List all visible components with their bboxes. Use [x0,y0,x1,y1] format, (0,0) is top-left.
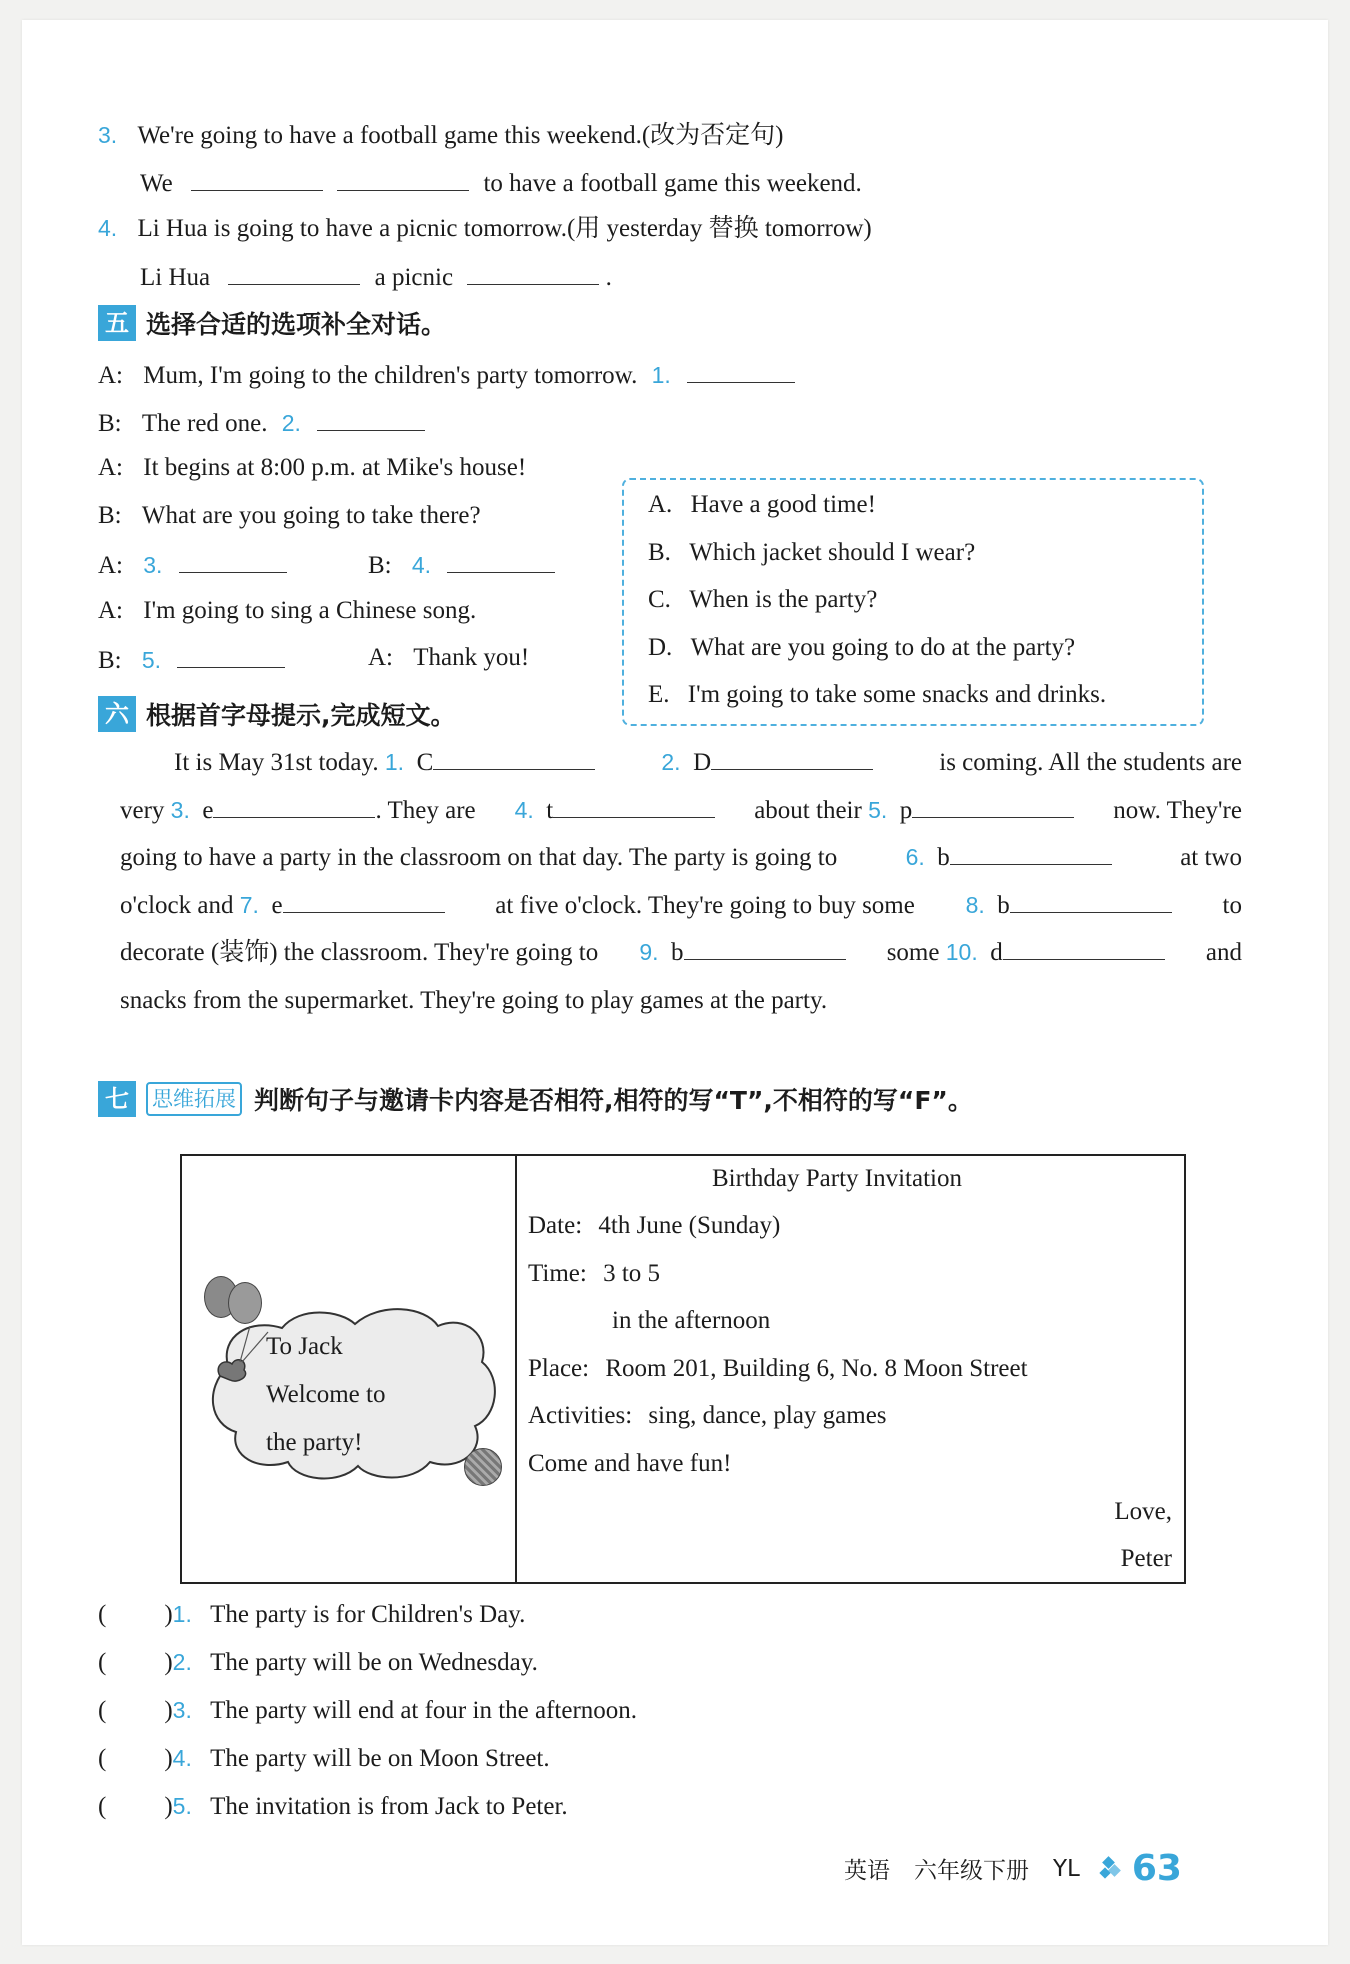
passage-text: now. They're [1113,796,1242,824]
question-text: Li Hua is going to have a picnic tomorrow.(用 yesterday 替换 tomorrow) [137,215,872,242]
dialogue-text: It begins at 8:00 p.m. at Mike's house! [143,454,527,481]
invitation-card [180,1154,1186,1584]
passage-text: about their [754,796,862,824]
answer-blank[interactable] [687,356,795,383]
answer-line-3 [140,164,862,201]
blank-number: 5. [141,647,162,673]
initial-letter: b [937,844,950,871]
option-text: Have a good time! [690,491,876,518]
speaker: A: [98,552,123,579]
place-label: Place: [528,1355,590,1382]
bracket-close: ) [164,1793,173,1820]
answer-blank[interactable] [191,164,323,191]
tf-answer-slot[interactable] [106,1788,164,1814]
bracket-close: ) [164,1649,173,1676]
place-value: Room 201, Building 6, No. 8 Moon Street [605,1355,1028,1382]
dialogue-line-4 [98,499,481,533]
bracket-open: ( [98,1697,107,1724]
answer-blank[interactable] [228,258,360,285]
answer-blank[interactable] [447,546,555,573]
dialogue-line-5b [368,546,555,583]
answer-blank[interactable] [1003,933,1165,960]
invitation-heading: Birthday Party Invitation [712,1165,962,1192]
footer-edition: YL [1053,1855,1080,1882]
page-footer [844,1848,1182,1889]
footer-subject: 英语 [844,1858,890,1884]
initial-letter: e [271,891,283,919]
speaker: A: [98,597,123,624]
time-value: 3 to 5 [603,1260,661,1287]
speaker: B: [98,647,122,674]
line-end: . [605,264,612,291]
bracket-open: ( [98,1793,107,1820]
answer-blank[interactable] [317,404,425,431]
dialogue-text: The red one. [141,410,268,437]
dialogue-text: Mum, I'm going to the children's party tomorrow. [143,362,638,389]
option-letter: A. [648,491,673,518]
activities-value: sing, dance, play games [648,1402,887,1429]
option-b [648,536,975,570]
activities-row [528,1399,887,1433]
section-badge: 六 [98,696,136,732]
dialogue-text: What are you going to take there? [141,502,481,529]
item-text: The invitation is from Jack to Peter. [210,1793,568,1820]
initial-letter: C [416,749,434,776]
line-mid: a picnic [374,264,454,291]
initial-letter: b [671,939,684,966]
passage-text: It is May 31st today. [174,749,379,776]
section-7-header [98,1081,973,1117]
dialogue-line-5 [98,546,287,583]
item-number: 1. [172,1601,192,1627]
dialogue-line-1 [98,356,795,393]
section-title: 根据首字母提示,完成短文。 [146,701,456,730]
section-5-header [98,305,446,341]
dialogue-line-2 [98,404,425,441]
option-d [648,631,1075,665]
passage-text: at two [1180,844,1242,871]
initial-letter: e [202,796,214,824]
item-text: The party will end at four in the afternoon. [210,1697,638,1724]
bracket-close: ) [164,1601,173,1628]
line-start: We [140,170,173,197]
signature: Peter [1120,1545,1172,1572]
tf-item-3 [98,1692,637,1728]
question-number: 4. [98,215,118,241]
option-e [648,678,1106,712]
section-title: 选择合适的选项补全对话。 [146,310,447,339]
initial-letter: t [546,796,554,824]
answer-blank[interactable] [684,933,846,960]
answer-blank[interactable] [433,743,595,770]
cloze-passage [120,739,1242,1024]
bracket-close: ) [164,1745,173,1772]
speaker: A: [98,362,123,389]
bracket-close: ) [164,1697,173,1724]
item-text: The party will be on Wednesday. [210,1649,538,1676]
passage-text: very [120,796,165,824]
passage-text: snacks from the supermarket. They're going to play games at the party. [120,986,828,1014]
blank-number: 9. [639,939,659,965]
item-number: 2. [172,1649,192,1675]
bracket-open: ( [98,1601,107,1628]
dialogue-line-3 [98,451,526,485]
section-badge: 七 [98,1081,136,1117]
item-text: The party will be on Moon Street. [210,1745,550,1772]
dialogue-text: I'm going to sing a Chinese song. [143,597,477,624]
blank-number: 10. [945,939,978,965]
passage-row [120,739,1242,787]
option-c [648,583,877,617]
option-letter: B. [648,539,671,566]
cloud-text: the party! [266,1429,363,1456]
passage-text: at five o'clock. They're going to buy some [495,891,915,919]
passage-text: o'clock and [120,891,234,919]
passage-text: some [886,939,940,966]
tf-answer-slot[interactable] [106,1596,164,1622]
item-number: 3. [172,1697,192,1723]
question-number: 3. [98,122,118,148]
initial-letter: b [997,891,1010,919]
blank-number: 2. [661,749,681,775]
option-a [648,488,876,522]
dialogue-line-7 [98,641,285,678]
item-number: 4. [172,1745,192,1771]
tf-item-5 [98,1788,568,1824]
question-3 [98,118,784,153]
closing-line: Come and have fun! [528,1450,732,1477]
answer-blank[interactable] [177,641,285,668]
answer-blank[interactable] [179,546,287,573]
answer-blank[interactable] [553,791,715,818]
page-number: 63 [1131,1848,1182,1889]
passage-text: and [1205,939,1242,966]
thinking-tag: 思维拓展 [146,1082,242,1116]
card-divider [515,1156,517,1582]
passage-row [120,882,1242,930]
footer-grade: 六年级下册 [914,1858,1029,1884]
speaker: B: [98,410,122,437]
blank-number: 1. [384,749,405,775]
item-number: 5. [172,1793,192,1819]
dialogue-text: Thank you! [413,644,530,671]
line-start: Li Hua [140,264,211,291]
tf-item-2 [98,1644,538,1680]
blank-number: 1. [651,362,671,388]
option-text: I'm going to take some snacks and drinks. [687,681,1107,708]
blank-number: 8. [965,891,985,918]
speaker: A: [368,644,393,671]
blank-number: 2. [281,410,301,436]
speaker: B: [368,552,392,579]
ball-icon [464,1448,502,1486]
initial-letter: p [899,796,913,824]
time-label: Time: [528,1260,587,1287]
date-value: 4th June (Sunday) [598,1212,781,1239]
bracket-open: ( [98,1649,107,1676]
diamond-icon [1098,1856,1124,1882]
tf-answer-slot[interactable] [106,1740,164,1766]
answer-blank[interactable] [950,838,1112,865]
line-end: to have a football game this weekend. [483,170,862,197]
section-title: 判断句子与邀请卡内容是否相符,相符的写“T”,不相符的写“F”。 [254,1086,973,1115]
passage-text: decorate (装饰) the classroom. They're going to [120,939,599,966]
passage-text: to [1222,891,1242,919]
bracket-open: ( [98,1745,107,1772]
answer-blank[interactable] [213,791,375,818]
balloon-icon [228,1282,262,1324]
option-text: When is the party? [689,586,878,613]
blank-number: 4. [411,552,432,578]
blank-number: 7. [239,891,259,918]
dialogue-line-6 [98,594,476,628]
tf-answer-slot[interactable] [106,1644,164,1670]
answer-line-4 [140,258,612,295]
tf-item-4 [98,1740,550,1776]
speaker: B: [98,502,122,529]
passage-text: is coming. All the students are [939,749,1242,776]
date-row [528,1209,780,1243]
answer-blank[interactable] [1010,886,1172,913]
option-text: Which jacket should I wear? [689,539,976,566]
answer-blank[interactable] [467,258,599,285]
item-text: The party is for Children's Day. [210,1601,526,1628]
cloud-text: Welcome to [266,1381,386,1408]
option-letter: C. [648,586,671,613]
time-value-2: in the afternoon [612,1307,771,1334]
blank-number: 3. [170,796,190,823]
blank-number: 6. [905,844,925,870]
option-letter: E. [648,681,670,708]
passage-row [120,977,1242,1025]
dialogue-line-7b [368,641,529,675]
date-label: Date: [528,1212,583,1239]
answer-blank[interactable] [337,164,469,191]
activities-label: Activities: [528,1402,633,1429]
blank-number: 5. [868,796,888,823]
workbook-page [22,20,1328,1945]
initial-letter: d [990,939,1003,966]
question-4 [98,211,872,246]
speaker: A: [98,454,123,481]
question-text: We're going to have a football game this weekend.(改为否定句) [137,122,784,149]
blank-number: 3. [143,552,163,578]
tf-answer-slot[interactable] [106,1692,164,1718]
section-6-header [98,696,456,732]
passage-row [120,929,1242,977]
passage-text: . They are [375,796,476,824]
answer-blank[interactable] [912,791,1074,818]
passage-row [120,834,1242,882]
place-row [528,1352,1028,1386]
passage-text: going to have a party in the classroom on that day. The party is going to [120,844,838,871]
cloud-text: To Jack [266,1333,343,1360]
tf-item-1 [98,1596,525,1632]
options-box [622,478,1204,726]
time-row [528,1257,660,1291]
passage-row [120,787,1242,835]
option-letter: D. [648,634,673,661]
answer-blank[interactable] [711,743,873,770]
sign-off: Love, [1114,1498,1172,1525]
section-badge: 五 [98,305,136,341]
initial-letter: D [693,749,712,776]
option-text: What are you going to do at the party? [690,634,1076,661]
answer-blank[interactable] [283,886,445,913]
blank-number: 4. [514,796,534,823]
